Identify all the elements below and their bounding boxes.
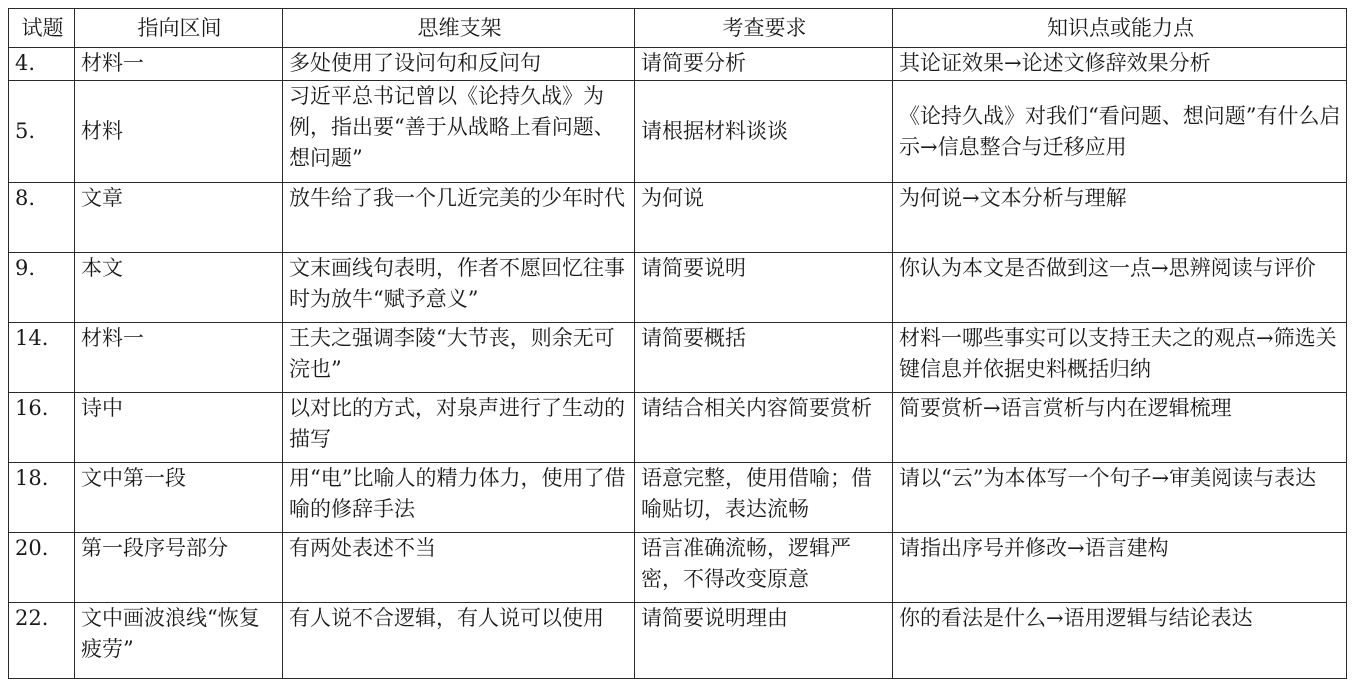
- cell-range: 本文: [75, 253, 283, 323]
- table-row: [9, 533, 1347, 603]
- cell-scaffold: 多处使用了设问句和反问句: [283, 48, 635, 81]
- cell-range: 第一段序号部分: [75, 533, 283, 603]
- cell-question: 4.: [9, 48, 75, 81]
- header-skill: 知识点或能力点: [893, 9, 1347, 48]
- cell-scaffold: 有人说不合逻辑，有人说可以使用: [283, 603, 635, 679]
- cell-requirement: 请结合相关内容简要赏析: [635, 393, 893, 463]
- cell-scaffold: 以对比的方式，对泉声进行了生动的描写: [283, 393, 635, 463]
- question-analysis-table: [8, 8, 1347, 679]
- cell-scaffold: 王夫之强调李陵“大节丧，则余无可浣也”: [283, 323, 635, 393]
- table-row: [9, 253, 1347, 323]
- header-scaffold: 思维支架: [283, 9, 635, 48]
- cell-requirement: 请简要说明: [635, 253, 893, 323]
- cell-range: 文中画波浪线“恢复疲劳”: [75, 603, 283, 679]
- cell-scaffold: 用“电”比喻人的精力体力，使用了借喻的修辞手法: [283, 463, 635, 533]
- cell-scaffold: 有两处表述不当: [283, 533, 635, 603]
- cell-question: 22.: [9, 603, 75, 679]
- table-header: [9, 9, 1347, 48]
- cell-skill: 其论证效果→论述文修辞效果分析: [893, 48, 1347, 81]
- cell-question: 16.: [9, 393, 75, 463]
- cell-range: 材料一: [75, 48, 283, 81]
- cell-range: 材料: [75, 81, 283, 183]
- cell-question: 5.: [9, 81, 75, 183]
- cell-question: 14.: [9, 323, 75, 393]
- table-row: [9, 463, 1347, 533]
- cell-requirement: 为何说: [635, 183, 893, 253]
- cell-skill: 为何说→文本分析与理解: [893, 183, 1347, 253]
- cell-question: 20.: [9, 533, 75, 603]
- table-row: [9, 323, 1347, 393]
- cell-scaffold: 放牛给了我一个几近完美的少年时代: [283, 183, 635, 253]
- cell-requirement: 语意完整，使用借喻；借喻贴切，表达流畅: [635, 463, 893, 533]
- cell-question: 18.: [9, 463, 75, 533]
- header-question: 试题: [9, 9, 75, 48]
- cell-skill: 材料一哪些事实可以支持王夫之的观点→筛选关键信息并依据史料概括归纳: [893, 323, 1347, 393]
- cell-skill: 请指出序号并修改→语言建构: [893, 533, 1347, 603]
- cell-scaffold: 习近平总书记曾以《论持久战》为例，指出要“善于从战略上看问题、想问题”: [283, 81, 635, 183]
- cell-requirement: 请简要分析: [635, 48, 893, 81]
- header-requirement: 考查要求: [635, 9, 893, 48]
- cell-skill: 《论持久战》对我们“看问题、想问题”有什么启示→信息整合与迁移应用: [893, 81, 1347, 183]
- cell-requirement: 请简要说明理由: [635, 603, 893, 679]
- cell-skill: 简要赏析→语言赏析与内在逻辑梳理: [893, 393, 1347, 463]
- cell-range: 材料一: [75, 323, 283, 393]
- cell-skill: 你认为本文是否做到这一点→思辨阅读与评价: [893, 253, 1347, 323]
- table-row: [9, 183, 1347, 253]
- table-row: [9, 81, 1347, 183]
- cell-requirement: 请简要概括: [635, 323, 893, 393]
- table-body: [9, 48, 1347, 679]
- table-row: [9, 393, 1347, 463]
- table-row: [9, 48, 1347, 81]
- cell-question: 8.: [9, 183, 75, 253]
- cell-skill: 你的看法是什么→语用逻辑与结论表达: [893, 603, 1347, 679]
- header-range: 指向区间: [75, 9, 283, 48]
- header-row: [9, 9, 1347, 48]
- cell-question: 9.: [9, 253, 75, 323]
- cell-range: 文章: [75, 183, 283, 253]
- cell-range: 文中第一段: [75, 463, 283, 533]
- table-row: [9, 603, 1347, 679]
- cell-skill: 请以“云”为本体写一个句子→审美阅读与表达: [893, 463, 1347, 533]
- cell-scaffold: 文末画线句表明，作者不愿回忆往事时为放牛“赋予意义”: [283, 253, 635, 323]
- cell-requirement: 请根据材料谈谈: [635, 81, 893, 183]
- cell-requirement: 语言准确流畅，逻辑严密，不得改变原意: [635, 533, 893, 603]
- cell-range: 诗中: [75, 393, 283, 463]
